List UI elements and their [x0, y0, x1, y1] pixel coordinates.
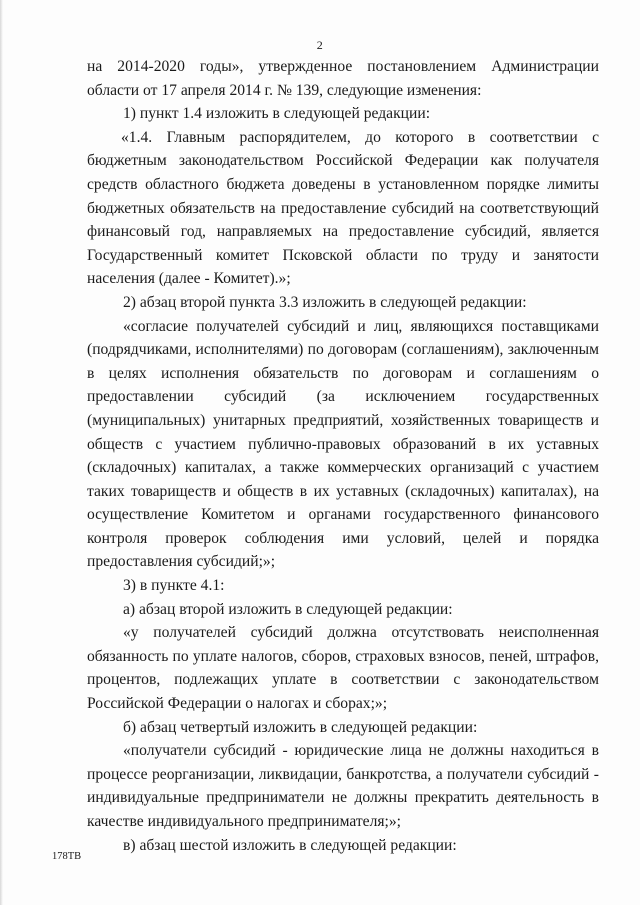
paragraph-item-3v: в) абзац шестой изложить в следующей редакции:	[123, 836, 457, 854]
paragraph-intro-continuation: на 2014-2020 годы», утвержденное постановлением Администрации области от 17 апреля 2014 г. № 139, следующие изменения:	[87, 58, 599, 99]
document-body	[87, 55, 599, 857]
paragraph-item-3b: б) абзац четвертый изложить в следующей редакции:	[123, 718, 478, 736]
scan-edge	[0, 0, 3, 905]
paragraph-item-3b-text: «получатели субсидий - юридические лица не должны находиться в процессе реорганизации, ликвидации, банкротства, а получатели субсидий - индивидуальные предприниматели не должны прекратить деятельность в качестве индивидуального предпринимателя;»;	[87, 742, 599, 830]
paragraph-item-2-text: «согласие получателей субсидий и лиц, являющихся поставщиками (подрядчиками, исполнителями) по договорам (соглашениям), заключенным в целях исполнения обязательств по договорам и соглашениям о предоставлении субсидий (за исключением государственных (муниципальных) унитарных предприятий, хозяйственных товариществ и обществ с участием публично-правовых образований в их уставных (складочных) капиталах, а также коммерческих организаций с участием таких товариществ и обществ в их уставных (складочных) капиталах), на осуществление Комитетом и органами государственного финансового контроля проверок соблюдения ими условий, целей и порядка предоставления субсидий;»;	[87, 317, 599, 571]
paragraph-item-1: 1) пункт 1.4 изложить в следующей редакции:	[123, 105, 431, 123]
paragraph-item-3a: а) абзац второй изложить в следующей редакции:	[123, 600, 453, 618]
page-number: 2	[316, 38, 324, 52]
paragraph-item-3a-text: «у получателей субсидий должна отсутствовать неисполненная обязанность по уплате налогов, сборов, страховых взносов, пеней, штрафов, процентов, подлежащих уплате в соответствии с законодательством Российской Федерации о налогах и сборах;»;	[87, 624, 599, 713]
paragraph-item-3: 3) в пункте 4.1:	[123, 577, 225, 595]
paragraph-item-1-text: «1.4. Главным распорядителем, до которого в соответствии с бюджетным законодательством Российской Федерации как получателя средств областного бюджета доведены в установленном порядке лимиты бюджетных обязательств на предоставление субсидий на соответствующий финансовый год, направляемых на предоставление субсидий, является Государственный комитет Псковской области по труду и занятости населения (далее - Комитет).»;	[87, 128, 599, 288]
footer-code: 178ТВ	[52, 851, 82, 862]
paragraph-item-2: 2) абзац второй пункта 3.3 изложить в следующей редакции:	[123, 293, 527, 311]
